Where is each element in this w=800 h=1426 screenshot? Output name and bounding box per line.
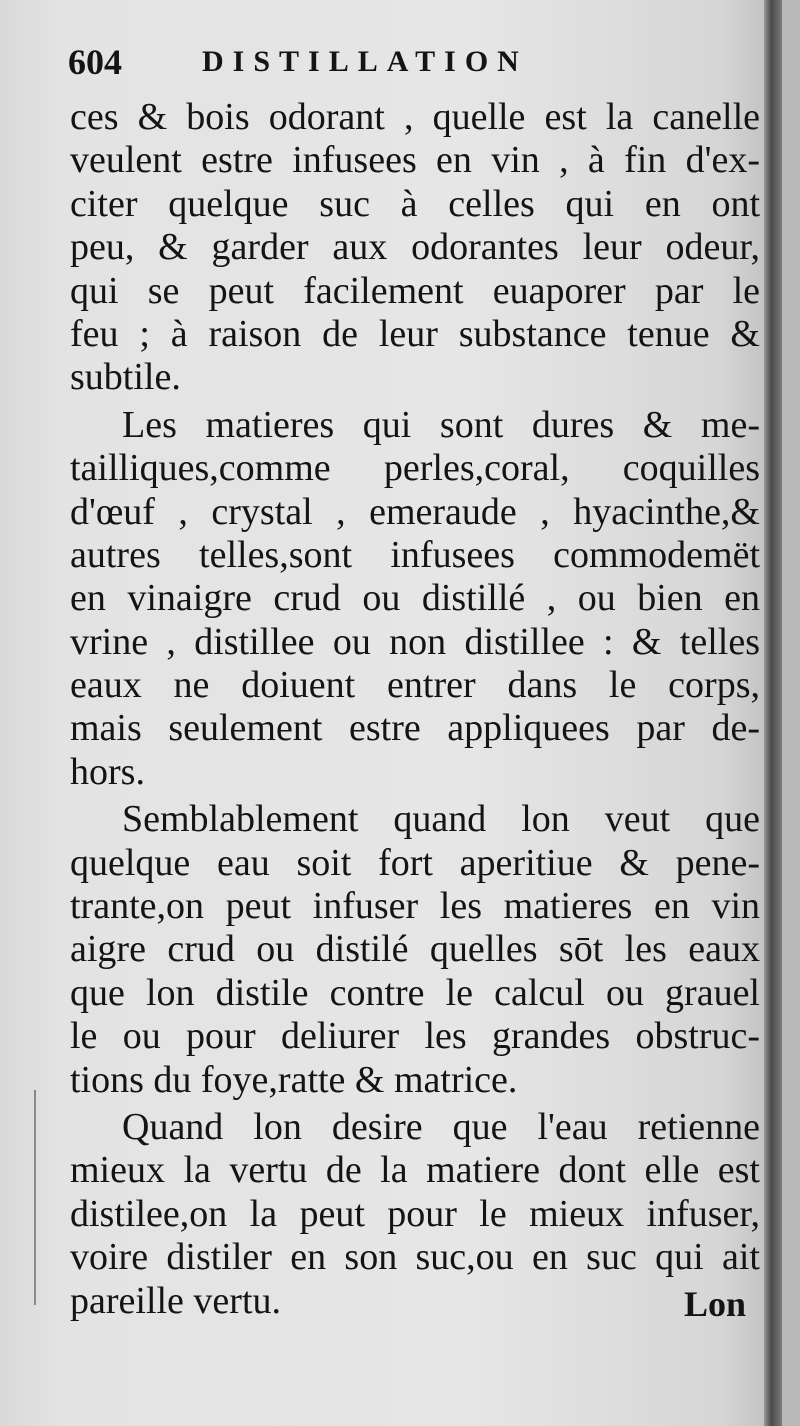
text-line: que lon distile contre le calcul ou grauel	[70, 971, 760, 1014]
text-line: distilee,on la peut pour le mieux infuser,	[70, 1192, 760, 1235]
margin-mark	[34, 1090, 36, 1305]
text-line: feu ; à raison de leur substance tenue &	[70, 312, 760, 355]
text-line: aigre crud ou distilé quelles sōt les eaux	[70, 928, 760, 971]
text-line: ces & bois odorant , quelle est la canelle	[70, 96, 760, 138]
text-line: citer quelque suc à celles qui en ont	[70, 182, 760, 225]
running-title: DISTILLATION	[202, 45, 528, 78]
text-line: peu, & garder aux odorantes leur odeur,	[70, 226, 760, 269]
text-line: voire distiler en son suc,ou en suc qui ait	[70, 1236, 760, 1279]
text-line: mais seulement estre appliquees par de-	[70, 707, 760, 750]
text-line: Quand lon desire que l'eau retienne	[122, 1105, 760, 1148]
paragraph-1	[70, 96, 770, 400]
body-text	[70, 96, 770, 1327]
running-head	[68, 40, 748, 84]
paragraph-3	[70, 798, 770, 1102]
text-line: pareille vertu.	[70, 1279, 282, 1322]
catchword: Lon	[683, 1284, 746, 1324]
page-number: 604	[68, 42, 122, 82]
text-line: le ou pour deliurer les grandes obstruc-	[70, 1015, 760, 1058]
paragraph-2	[70, 404, 770, 795]
text-line: quelque eau soit fort aperitiue & pene-	[70, 841, 760, 884]
text-line: d'œuf , crystal , emeraude , hyacinthe,&	[70, 490, 760, 533]
paragraph-4	[70, 1106, 770, 1323]
text-line: tions du foye,ratte & matrice.	[70, 1058, 518, 1101]
text-line: hors.	[70, 750, 145, 793]
text-line: autres telles,sont infusees commodemët	[70, 533, 760, 576]
text-line: subtile.	[70, 356, 181, 399]
text-line: eaux ne doiuent entrer dans le corps,	[70, 664, 760, 707]
text-line: Les matieres qui sont dures & me-	[122, 403, 760, 446]
text-line: mieux la vertu de la matiere dont elle est	[70, 1149, 760, 1192]
text-line: Semblablement quand lon veut que	[122, 798, 760, 841]
text-line: trante,on peut infuser les matieres en vin	[70, 885, 760, 928]
text-line: tailliques,comme perles,coral, coquilles	[70, 447, 760, 490]
text-line: en vinaigre crud ou distillé , ou bien en	[70, 577, 760, 620]
text-line: vrine , distillee ou non distillee : & telles	[70, 620, 760, 663]
text-line: veulent estre infusees en vin , à fin d'ex-	[70, 139, 760, 182]
text-line: qui se peut facilement euaporer par le	[70, 269, 760, 312]
